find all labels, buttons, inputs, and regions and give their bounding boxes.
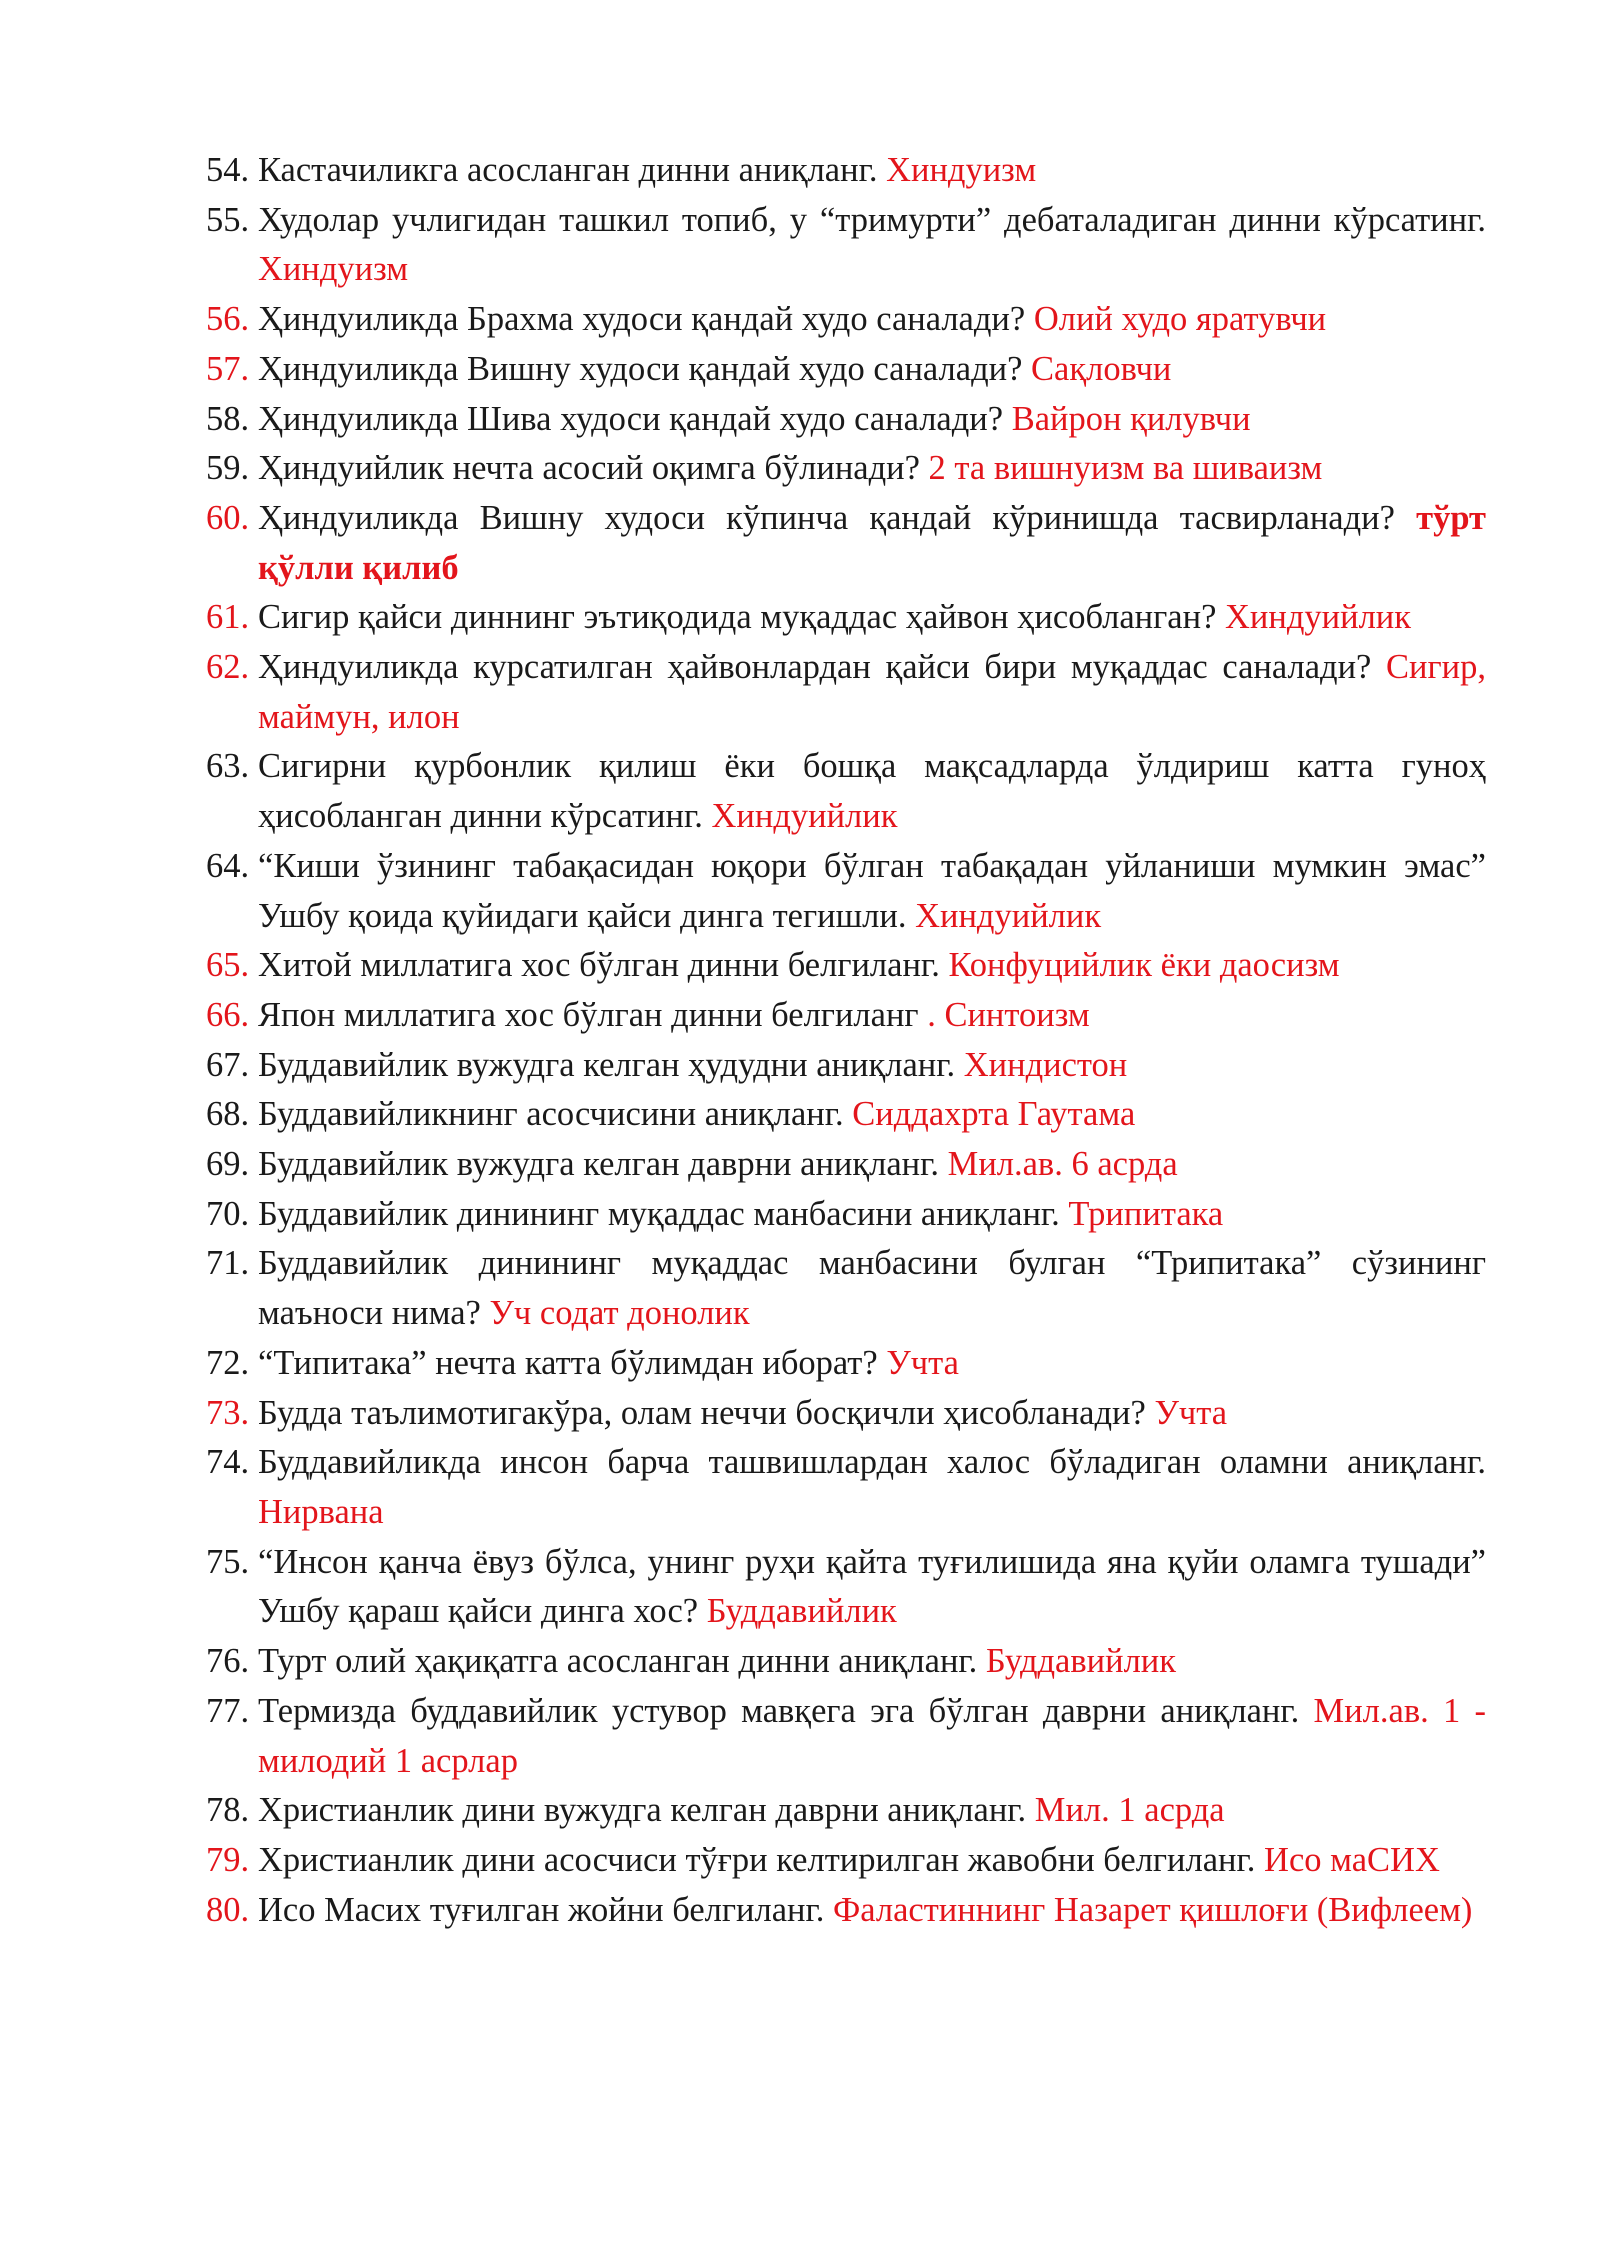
question-item (206, 1637, 1486, 1687)
question-number: 69. (206, 1145, 250, 1184)
answer-text: Сиддахрта Гаутама (852, 1095, 1136, 1134)
question-number: 75. (206, 1542, 250, 1581)
question-text: Ҳиндуиликда Вишну худоси қандай худо саналади? (258, 349, 1023, 388)
question-text: Буддавийлик динининг муқаддас манбасини булган “Трипитака” сўзининг маъноси нима? (258, 1244, 1486, 1333)
answer-text: Хиндистон (963, 1045, 1128, 1084)
question-text: Хитой миллатига хос бўлган динни белгиланг. (258, 946, 940, 985)
answer-text: Хиндуийлик (1225, 598, 1412, 637)
question-text: “Киши ўзининг табақасидан юқори бўлган табақадан уйланиши мумкин эмас” Ушбу қоида қуйидаги қайси динга тегишли. (258, 846, 1486, 935)
answer-text: Фаластиннинг Назарет қишлоғи (Вифлеем) (832, 1890, 1473, 1929)
answer-text: Сақловчи (1031, 349, 1172, 388)
question-item (206, 494, 1486, 593)
question-item (206, 842, 1486, 941)
answer-text: Олий худо яратувчи (1033, 300, 1327, 339)
question-text: Буддавийликда инсон барча ташвишлардан халос бўладиган оламни аниқланг. (258, 1443, 1486, 1482)
question-number: 77. (206, 1691, 250, 1730)
answer-text: Исо маСИХ (1264, 1840, 1440, 1879)
question-number: 66. (206, 995, 250, 1034)
question-number: 58. (206, 399, 250, 438)
question-text: Будда таълимотигакўра, олам неччи босқичли ҳисобланади? (258, 1393, 1146, 1432)
question-item (206, 991, 1486, 1041)
question-number: 80. (206, 1890, 250, 1929)
question-item (206, 643, 1486, 742)
answer-text: Мил. 1 асрда (1034, 1791, 1225, 1830)
question-item (206, 345, 1486, 395)
answer-text: Учта (886, 1343, 959, 1382)
question-item (206, 1140, 1486, 1190)
question-item (206, 1389, 1486, 1439)
answer-text: Мил.ав. 1 - милодий 1 асрлар (258, 1691, 1486, 1780)
question-text: Термизда буддавийлик устувор мавқега эга бўлган даврни аниқланг. (258, 1691, 1300, 1730)
question-number: 78. (206, 1791, 250, 1830)
answer-text: Нирвана (258, 1492, 384, 1531)
answer-text: Буддавийлик (985, 1642, 1177, 1681)
question-number: 62. (206, 648, 250, 687)
question-number: 76. (206, 1642, 250, 1681)
question-number: 55. (206, 200, 250, 239)
question-text: Кастачиликга асосланган динни аниқланг. (258, 151, 878, 189)
question-number: 71. (206, 1244, 250, 1283)
question-text: Буддавийлик вужудга келган ҳудудни аниқланг. (258, 1045, 956, 1084)
question-item (206, 295, 1486, 345)
question-number: 64. (206, 846, 250, 885)
question-item (206, 593, 1486, 643)
question-item (206, 146, 1486, 196)
question-item (206, 941, 1486, 991)
question-number: 59. (206, 449, 250, 488)
question-item (206, 1687, 1486, 1786)
answer-text: 2 та вишнуизм ва шиваизм (928, 449, 1323, 488)
question-number: 54. (206, 151, 250, 189)
question-item (206, 1438, 1486, 1537)
answer-text: Буддавийлик (706, 1592, 897, 1631)
question-text: Ҳиндуиликда Вишну худоси кўпинча қандай кўринишда тасвирланади? (258, 498, 1395, 537)
question-item (206, 1190, 1486, 1240)
question-text: Буддавийлик динининг муқаддас манбасини аниқланг. (258, 1194, 1060, 1233)
question-item (206, 1041, 1486, 1091)
question-item (206, 444, 1486, 494)
question-number: 63. (206, 747, 250, 786)
question-number: 60. (206, 498, 250, 537)
question-number: 72. (206, 1343, 250, 1382)
question-text: Сигирни қурбонлик қилиш ёки бошқа мақсадларда ўлдириш катта гуноҳ ҳисобланган динни кўрсатинг. (258, 747, 1486, 836)
question-number: 56. (206, 300, 250, 339)
answer-text: Вайрон қилувчи (1011, 399, 1251, 438)
question-item (206, 742, 1486, 841)
question-text: Ҳиндуиликда курсатилган ҳайвонлардан қайси бири муқаддас саналади? (258, 648, 1372, 687)
answer-text: Сигир, маймун, илон (258, 648, 1486, 736)
answer-text: Трипитака (1068, 1194, 1224, 1233)
question-text: “Инсон қанча ёвуз бўлса, унинг руҳи қайта туғилишида яна қуйи оламга тушади” Ушбу қараш қайси динга хос? (258, 1542, 1486, 1631)
answer-text: Хиндуизм (258, 250, 409, 289)
question-item (206, 1538, 1486, 1637)
question-item (206, 395, 1486, 445)
question-number: 73. (206, 1393, 250, 1432)
question-text: Христианлик дини асосчиси тўғри келтирилган жавобни белгиланг. (258, 1840, 1256, 1879)
question-item (206, 1239, 1486, 1338)
answer-text: Хиндуийлик (915, 896, 1102, 935)
question-list (206, 146, 1486, 1935)
answer-text: Мил.ав. 6 асрда (947, 1145, 1178, 1184)
question-item (206, 1339, 1486, 1389)
question-text: Турт олий ҳақиқатга асосланган динни аниқланг. (258, 1642, 978, 1681)
question-text: Буддавийлик вужудга келган даврни аниқланг. (258, 1145, 940, 1184)
question-text: “Типитака” нечта катта бўлимдан иборат? (258, 1343, 878, 1382)
question-text: Ҳиндуийлик нечта асосий оқимга бўлинади? (258, 449, 920, 488)
answer-text: Хиндуийлик (711, 797, 898, 836)
question-number: 57. (206, 349, 250, 388)
question-number: 61. (206, 598, 250, 637)
question-text: Буддавийликнинг асосчисини аниқланг. (258, 1095, 844, 1134)
question-text: Сигир қайси диннинг эътиқодида муқаддас ҳайвон ҳисобланган? (258, 598, 1217, 637)
question-item (206, 1786, 1486, 1836)
question-text: Япон миллатига хос бўлган динни белгиланг (258, 995, 919, 1034)
question-number: 74. (206, 1443, 250, 1482)
question-number: 70. (206, 1194, 250, 1233)
question-item (206, 1090, 1486, 1140)
question-item (206, 196, 1486, 295)
question-text: Худолар учлигидан ташкил топиб, у “тримурти” дебаталадиган динни кўрсатинг. (258, 200, 1486, 239)
answer-text: Учта (1154, 1393, 1228, 1432)
answer-text: Конфуцийлик ёки даосизм (948, 946, 1340, 985)
question-number: 68. (206, 1095, 250, 1134)
question-text: Ҳиндуиликда Шива худоси қандай худо саналади? (258, 399, 1004, 438)
question-text: Исо Масих туғилган жойни белгиланг. (258, 1890, 825, 1929)
question-text: Христианлик дини вужудга келган даврни аниқланг. (258, 1791, 1027, 1830)
question-item (206, 1836, 1486, 1886)
answer-text: . Синтоизм (927, 995, 1090, 1034)
question-number: 67. (206, 1045, 250, 1084)
answer-text: тўрт қўлли қилиб (258, 498, 1487, 587)
question-number: 65. (206, 946, 250, 985)
question-item (206, 1886, 1486, 1936)
question-text: Ҳиндуиликда Брахма худоси қандай худо саналади? (258, 300, 1026, 339)
answer-text: Уч содат донолик (489, 1294, 750, 1333)
question-number: 79. (206, 1840, 250, 1879)
answer-text: Хиндуизм (886, 151, 1037, 189)
